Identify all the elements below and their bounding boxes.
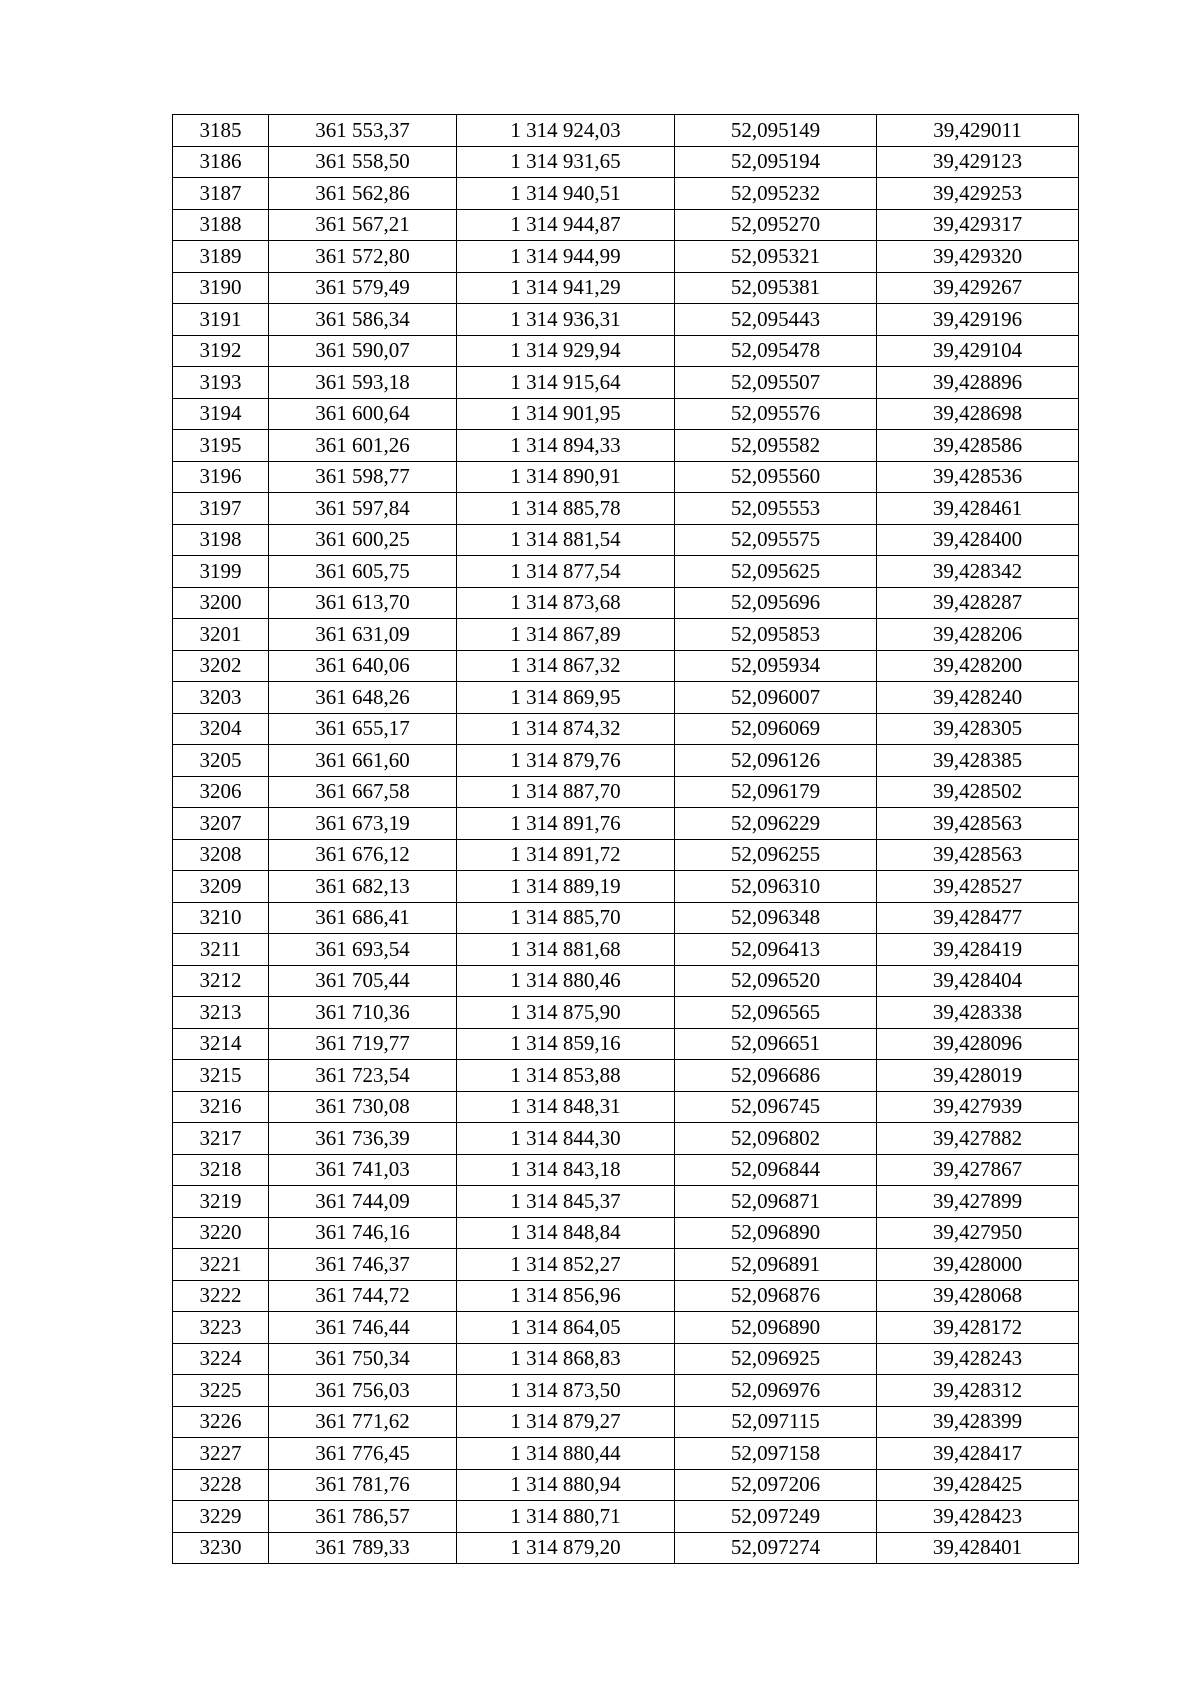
- x-coordinate-cell: 361 686,41: [269, 902, 457, 934]
- y-coordinate-cell: 1 314 931,65: [457, 146, 675, 178]
- longitude-cell: 39,428400: [877, 524, 1079, 556]
- latitude-cell: 52,096802: [675, 1123, 877, 1155]
- point-number-cell: 3227: [173, 1438, 269, 1470]
- x-coordinate-cell: 361 719,77: [269, 1028, 457, 1060]
- latitude-cell: 52,096413: [675, 934, 877, 966]
- latitude-cell: 52,097206: [675, 1469, 877, 1501]
- longitude-cell: 39,428200: [877, 650, 1079, 682]
- x-coordinate-cell: 361 631,09: [269, 619, 457, 651]
- x-coordinate-cell: 361 710,36: [269, 997, 457, 1029]
- longitude-cell: 39,428417: [877, 1438, 1079, 1470]
- latitude-cell: 52,096651: [675, 1028, 877, 1060]
- longitude-cell: 39,428477: [877, 902, 1079, 934]
- longitude-cell: 39,429317: [877, 209, 1079, 241]
- x-coordinate-cell: 361 673,19: [269, 808, 457, 840]
- y-coordinate-cell: 1 314 856,96: [457, 1280, 675, 1312]
- point-number-cell: 3199: [173, 556, 269, 588]
- longitude-cell: 39,428240: [877, 682, 1079, 714]
- point-number-cell: 3197: [173, 493, 269, 525]
- y-coordinate-cell: 1 314 867,32: [457, 650, 675, 682]
- longitude-cell: 39,428461: [877, 493, 1079, 525]
- latitude-cell: 52,096871: [675, 1186, 877, 1218]
- table-row: [173, 115, 1079, 147]
- point-number-cell: 3214: [173, 1028, 269, 1060]
- x-coordinate-cell: 361 572,80: [269, 241, 457, 273]
- table-row: [173, 965, 1079, 997]
- x-coordinate-cell: 361 590,07: [269, 335, 457, 367]
- point-number-cell: 3225: [173, 1375, 269, 1407]
- longitude-cell: 39,429267: [877, 272, 1079, 304]
- longitude-cell: 39,429253: [877, 178, 1079, 210]
- table-row: [173, 776, 1079, 808]
- longitude-cell: 39,428425: [877, 1469, 1079, 1501]
- y-coordinate-cell: 1 314 891,72: [457, 839, 675, 871]
- y-coordinate-cell: 1 314 924,03: [457, 115, 675, 147]
- longitude-cell: 39,428404: [877, 965, 1079, 997]
- longitude-cell: 39,428536: [877, 461, 1079, 493]
- table-row: [173, 1249, 1079, 1281]
- latitude-cell: 52,095270: [675, 209, 877, 241]
- table-row: [173, 1028, 1079, 1060]
- table-row: [173, 713, 1079, 745]
- x-coordinate-cell: 361 600,64: [269, 398, 457, 430]
- point-number-cell: 3213: [173, 997, 269, 1029]
- table-row: [173, 1154, 1079, 1186]
- latitude-cell: 52,096348: [675, 902, 877, 934]
- x-coordinate-cell: 361 598,77: [269, 461, 457, 493]
- table-row: [173, 178, 1079, 210]
- point-number-cell: 3193: [173, 367, 269, 399]
- x-coordinate-cell: 361 586,34: [269, 304, 457, 336]
- y-coordinate-cell: 1 314 848,31: [457, 1091, 675, 1123]
- point-number-cell: 3196: [173, 461, 269, 493]
- longitude-cell: 39,428312: [877, 1375, 1079, 1407]
- longitude-cell: 39,429196: [877, 304, 1079, 336]
- x-coordinate-cell: 361 705,44: [269, 965, 457, 997]
- latitude-cell: 52,096976: [675, 1375, 877, 1407]
- x-coordinate-cell: 361 655,17: [269, 713, 457, 745]
- point-number-cell: 3224: [173, 1343, 269, 1375]
- point-number-cell: 3216: [173, 1091, 269, 1123]
- y-coordinate-cell: 1 314 890,91: [457, 461, 675, 493]
- x-coordinate-cell: 361 741,03: [269, 1154, 457, 1186]
- latitude-cell: 52,095507: [675, 367, 877, 399]
- x-coordinate-cell: 361 693,54: [269, 934, 457, 966]
- point-number-cell: 3192: [173, 335, 269, 367]
- latitude-cell: 52,096069: [675, 713, 877, 745]
- longitude-cell: 39,428096: [877, 1028, 1079, 1060]
- y-coordinate-cell: 1 314 873,68: [457, 587, 675, 619]
- table-row: [173, 1312, 1079, 1344]
- table-row: [173, 934, 1079, 966]
- table-row: [173, 241, 1079, 273]
- longitude-cell: 39,428401: [877, 1532, 1079, 1564]
- y-coordinate-cell: 1 314 880,44: [457, 1438, 675, 1470]
- x-coordinate-cell: 361 750,34: [269, 1343, 457, 1375]
- table-row: [173, 1280, 1079, 1312]
- table-row: [173, 1375, 1079, 1407]
- longitude-cell: 39,428342: [877, 556, 1079, 588]
- latitude-cell: 52,095576: [675, 398, 877, 430]
- longitude-cell: 39,428206: [877, 619, 1079, 651]
- table-row: [173, 1123, 1079, 1155]
- latitude-cell: 52,096876: [675, 1280, 877, 1312]
- point-number-cell: 3188: [173, 209, 269, 241]
- x-coordinate-cell: 361 667,58: [269, 776, 457, 808]
- table-row: [173, 556, 1079, 588]
- y-coordinate-cell: 1 314 885,78: [457, 493, 675, 525]
- y-coordinate-cell: 1 314 915,64: [457, 367, 675, 399]
- point-number-cell: 3186: [173, 146, 269, 178]
- point-number-cell: 3207: [173, 808, 269, 840]
- y-coordinate-cell: 1 314 880,71: [457, 1501, 675, 1533]
- y-coordinate-cell: 1 314 853,88: [457, 1060, 675, 1092]
- table-row: [173, 524, 1079, 556]
- x-coordinate-cell: 361 781,76: [269, 1469, 457, 1501]
- latitude-cell: 52,095560: [675, 461, 877, 493]
- table-row: [173, 367, 1079, 399]
- point-number-cell: 3219: [173, 1186, 269, 1218]
- table-row: [173, 902, 1079, 934]
- point-number-cell: 3191: [173, 304, 269, 336]
- latitude-cell: 52,097158: [675, 1438, 877, 1470]
- point-number-cell: 3189: [173, 241, 269, 273]
- x-coordinate-cell: 361 736,39: [269, 1123, 457, 1155]
- longitude-cell: 39,428385: [877, 745, 1079, 777]
- point-number-cell: 3210: [173, 902, 269, 934]
- longitude-cell: 39,427899: [877, 1186, 1079, 1218]
- table-row: [173, 1186, 1079, 1218]
- coordinates-table: [172, 114, 1079, 1564]
- table-row: [173, 1406, 1079, 1438]
- longitude-cell: 39,427867: [877, 1154, 1079, 1186]
- longitude-cell: 39,427950: [877, 1217, 1079, 1249]
- y-coordinate-cell: 1 314 941,29: [457, 272, 675, 304]
- point-number-cell: 3228: [173, 1469, 269, 1501]
- point-number-cell: 3226: [173, 1406, 269, 1438]
- longitude-cell: 39,428305: [877, 713, 1079, 745]
- x-coordinate-cell: 361 600,25: [269, 524, 457, 556]
- latitude-cell: 52,097249: [675, 1501, 877, 1533]
- table-row: [173, 682, 1079, 714]
- table-row: [173, 304, 1079, 336]
- y-coordinate-cell: 1 314 874,32: [457, 713, 675, 745]
- x-coordinate-cell: 361 579,49: [269, 272, 457, 304]
- latitude-cell: 52,095149: [675, 115, 877, 147]
- x-coordinate-cell: 361 744,72: [269, 1280, 457, 1312]
- latitude-cell: 52,095194: [675, 146, 877, 178]
- y-coordinate-cell: 1 314 875,90: [457, 997, 675, 1029]
- longitude-cell: 39,428527: [877, 871, 1079, 903]
- point-number-cell: 3198: [173, 524, 269, 556]
- longitude-cell: 39,428563: [877, 839, 1079, 871]
- point-number-cell: 3187: [173, 178, 269, 210]
- y-coordinate-cell: 1 314 881,68: [457, 934, 675, 966]
- longitude-cell: 39,428698: [877, 398, 1079, 430]
- point-number-cell: 3190: [173, 272, 269, 304]
- latitude-cell: 52,096565: [675, 997, 877, 1029]
- longitude-cell: 39,427882: [877, 1123, 1079, 1155]
- y-coordinate-cell: 1 314 881,54: [457, 524, 675, 556]
- y-coordinate-cell: 1 314 859,16: [457, 1028, 675, 1060]
- latitude-cell: 52,095575: [675, 524, 877, 556]
- point-number-cell: 3200: [173, 587, 269, 619]
- latitude-cell: 52,096520: [675, 965, 877, 997]
- longitude-cell: 39,428586: [877, 430, 1079, 462]
- latitude-cell: 52,095853: [675, 619, 877, 651]
- longitude-cell: 39,428019: [877, 1060, 1079, 1092]
- table-row: [173, 1532, 1079, 1564]
- y-coordinate-cell: 1 314 880,94: [457, 1469, 675, 1501]
- y-coordinate-cell: 1 314 879,20: [457, 1532, 675, 1564]
- longitude-cell: 39,429320: [877, 241, 1079, 273]
- longitude-cell: 39,429011: [877, 115, 1079, 147]
- latitude-cell: 52,097115: [675, 1406, 877, 1438]
- point-number-cell: 3194: [173, 398, 269, 430]
- table-row: [173, 335, 1079, 367]
- latitude-cell: 52,096890: [675, 1217, 877, 1249]
- latitude-cell: 52,096310: [675, 871, 877, 903]
- table-row: [173, 808, 1079, 840]
- longitude-cell: 39,429123: [877, 146, 1079, 178]
- y-coordinate-cell: 1 314 843,18: [457, 1154, 675, 1186]
- longitude-cell: 39,428502: [877, 776, 1079, 808]
- table-row: [173, 1438, 1079, 1470]
- x-coordinate-cell: 361 648,26: [269, 682, 457, 714]
- x-coordinate-cell: 361 567,21: [269, 209, 457, 241]
- longitude-cell: 39,428419: [877, 934, 1079, 966]
- latitude-cell: 52,095381: [675, 272, 877, 304]
- latitude-cell: 52,095478: [675, 335, 877, 367]
- y-coordinate-cell: 1 314 845,37: [457, 1186, 675, 1218]
- point-number-cell: 3185: [173, 115, 269, 147]
- point-number-cell: 3230: [173, 1532, 269, 1564]
- point-number-cell: 3205: [173, 745, 269, 777]
- x-coordinate-cell: 361 723,54: [269, 1060, 457, 1092]
- latitude-cell: 52,095696: [675, 587, 877, 619]
- point-number-cell: 3222: [173, 1280, 269, 1312]
- x-coordinate-cell: 361 676,12: [269, 839, 457, 871]
- table-row: [173, 1060, 1079, 1092]
- y-coordinate-cell: 1 314 864,05: [457, 1312, 675, 1344]
- latitude-cell: 52,096126: [675, 745, 877, 777]
- point-number-cell: 3209: [173, 871, 269, 903]
- table-row: [173, 587, 1079, 619]
- x-coordinate-cell: 361 789,33: [269, 1532, 457, 1564]
- longitude-cell: 39,427939: [877, 1091, 1079, 1123]
- table-row: [173, 493, 1079, 525]
- y-coordinate-cell: 1 314 889,19: [457, 871, 675, 903]
- y-coordinate-cell: 1 314 891,76: [457, 808, 675, 840]
- y-coordinate-cell: 1 314 936,31: [457, 304, 675, 336]
- x-coordinate-cell: 361 562,86: [269, 178, 457, 210]
- longitude-cell: 39,428068: [877, 1280, 1079, 1312]
- longitude-cell: 39,429104: [877, 335, 1079, 367]
- longitude-cell: 39,428000: [877, 1249, 1079, 1281]
- y-coordinate-cell: 1 314 887,70: [457, 776, 675, 808]
- point-number-cell: 3202: [173, 650, 269, 682]
- x-coordinate-cell: 361 593,18: [269, 367, 457, 399]
- x-coordinate-cell: 361 730,08: [269, 1091, 457, 1123]
- latitude-cell: 52,095232: [675, 178, 877, 210]
- y-coordinate-cell: 1 314 867,89: [457, 619, 675, 651]
- latitude-cell: 52,095553: [675, 493, 877, 525]
- x-coordinate-cell: 361 744,09: [269, 1186, 457, 1218]
- x-coordinate-cell: 361 613,70: [269, 587, 457, 619]
- point-number-cell: 3221: [173, 1249, 269, 1281]
- table-row: [173, 1217, 1079, 1249]
- y-coordinate-cell: 1 314 868,83: [457, 1343, 675, 1375]
- table-row: [173, 650, 1079, 682]
- table-row: [173, 1501, 1079, 1533]
- table-row: [173, 461, 1079, 493]
- longitude-cell: 39,428243: [877, 1343, 1079, 1375]
- table-row: [173, 430, 1079, 462]
- y-coordinate-cell: 1 314 869,95: [457, 682, 675, 714]
- x-coordinate-cell: 361 786,57: [269, 1501, 457, 1533]
- x-coordinate-cell: 361 553,37: [269, 115, 457, 147]
- y-coordinate-cell: 1 314 852,27: [457, 1249, 675, 1281]
- x-coordinate-cell: 361 558,50: [269, 146, 457, 178]
- x-coordinate-cell: 361 605,75: [269, 556, 457, 588]
- x-coordinate-cell: 361 597,84: [269, 493, 457, 525]
- y-coordinate-cell: 1 314 844,30: [457, 1123, 675, 1155]
- point-number-cell: 3206: [173, 776, 269, 808]
- x-coordinate-cell: 361 746,37: [269, 1249, 457, 1281]
- y-coordinate-cell: 1 314 944,99: [457, 241, 675, 273]
- longitude-cell: 39,428896: [877, 367, 1079, 399]
- table-row: [173, 146, 1079, 178]
- longitude-cell: 39,428423: [877, 1501, 1079, 1533]
- latitude-cell: 52,096179: [675, 776, 877, 808]
- x-coordinate-cell: 361 746,16: [269, 1217, 457, 1249]
- y-coordinate-cell: 1 314 873,50: [457, 1375, 675, 1407]
- table-row: [173, 1343, 1079, 1375]
- point-number-cell: 3217: [173, 1123, 269, 1155]
- y-coordinate-cell: 1 314 880,46: [457, 965, 675, 997]
- latitude-cell: 52,096686: [675, 1060, 877, 1092]
- table-row: [173, 272, 1079, 304]
- table-row: [173, 1091, 1079, 1123]
- table-row: [173, 871, 1079, 903]
- latitude-cell: 52,095443: [675, 304, 877, 336]
- point-number-cell: 3220: [173, 1217, 269, 1249]
- latitude-cell: 52,096745: [675, 1091, 877, 1123]
- point-number-cell: 3208: [173, 839, 269, 871]
- x-coordinate-cell: 361 746,44: [269, 1312, 457, 1344]
- latitude-cell: 52,096229: [675, 808, 877, 840]
- point-number-cell: 3195: [173, 430, 269, 462]
- latitude-cell: 52,096844: [675, 1154, 877, 1186]
- longitude-cell: 39,428338: [877, 997, 1079, 1029]
- table-row: [173, 745, 1079, 777]
- point-number-cell: 3218: [173, 1154, 269, 1186]
- point-number-cell: 3211: [173, 934, 269, 966]
- table-row: [173, 1469, 1079, 1501]
- latitude-cell: 52,096891: [675, 1249, 877, 1281]
- point-number-cell: 3204: [173, 713, 269, 745]
- latitude-cell: 52,096925: [675, 1343, 877, 1375]
- x-coordinate-cell: 361 640,06: [269, 650, 457, 682]
- y-coordinate-cell: 1 314 879,76: [457, 745, 675, 777]
- point-number-cell: 3229: [173, 1501, 269, 1533]
- coordinates-table-body: [173, 115, 1079, 1564]
- y-coordinate-cell: 1 314 879,27: [457, 1406, 675, 1438]
- table-row: [173, 839, 1079, 871]
- y-coordinate-cell: 1 314 894,33: [457, 430, 675, 462]
- x-coordinate-cell: 361 771,62: [269, 1406, 457, 1438]
- y-coordinate-cell: 1 314 940,51: [457, 178, 675, 210]
- longitude-cell: 39,428172: [877, 1312, 1079, 1344]
- latitude-cell: 52,097274: [675, 1532, 877, 1564]
- y-coordinate-cell: 1 314 944,87: [457, 209, 675, 241]
- latitude-cell: 52,095321: [675, 241, 877, 273]
- point-number-cell: 3203: [173, 682, 269, 714]
- point-number-cell: 3215: [173, 1060, 269, 1092]
- x-coordinate-cell: 361 756,03: [269, 1375, 457, 1407]
- table-row: [173, 619, 1079, 651]
- y-coordinate-cell: 1 314 901,95: [457, 398, 675, 430]
- longitude-cell: 39,428287: [877, 587, 1079, 619]
- y-coordinate-cell: 1 314 877,54: [457, 556, 675, 588]
- latitude-cell: 52,095582: [675, 430, 877, 462]
- latitude-cell: 52,095934: [675, 650, 877, 682]
- x-coordinate-cell: 361 776,45: [269, 1438, 457, 1470]
- point-number-cell: 3223: [173, 1312, 269, 1344]
- y-coordinate-cell: 1 314 885,70: [457, 902, 675, 934]
- table-row: [173, 997, 1079, 1029]
- point-number-cell: 3212: [173, 965, 269, 997]
- point-number-cell: 3201: [173, 619, 269, 651]
- latitude-cell: 52,096890: [675, 1312, 877, 1344]
- x-coordinate-cell: 361 601,26: [269, 430, 457, 462]
- latitude-cell: 52,096255: [675, 839, 877, 871]
- latitude-cell: 52,095625: [675, 556, 877, 588]
- table-row: [173, 398, 1079, 430]
- longitude-cell: 39,428399: [877, 1406, 1079, 1438]
- table-row: [173, 209, 1079, 241]
- x-coordinate-cell: 361 682,13: [269, 871, 457, 903]
- latitude-cell: 52,096007: [675, 682, 877, 714]
- longitude-cell: 39,428563: [877, 808, 1079, 840]
- x-coordinate-cell: 361 661,60: [269, 745, 457, 777]
- y-coordinate-cell: 1 314 848,84: [457, 1217, 675, 1249]
- y-coordinate-cell: 1 314 929,94: [457, 335, 675, 367]
